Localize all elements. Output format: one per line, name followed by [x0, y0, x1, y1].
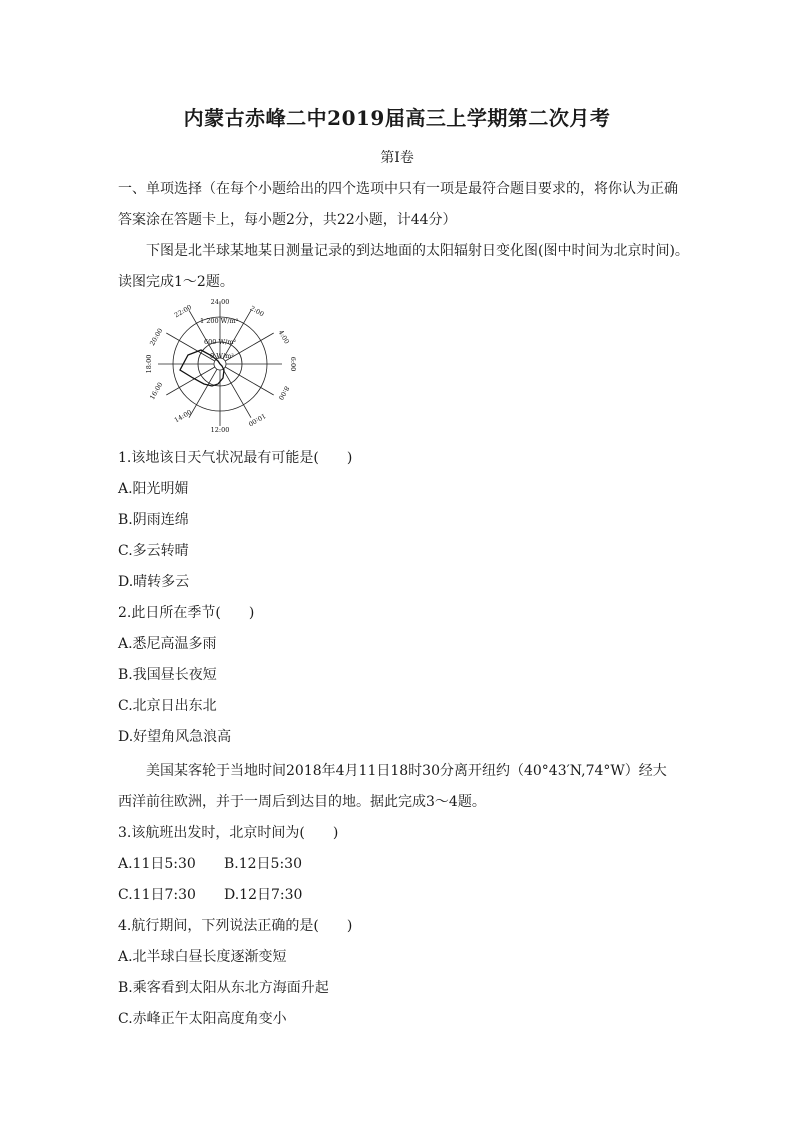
time-label-20: 20:00 [148, 326, 165, 348]
passage-2-line-2: 西洋前往欧洲，并于一周后到达目的地。据此完成3～4题。 [118, 794, 486, 810]
question-3-option-d: D.12日7:30 [224, 887, 303, 903]
time-label-12: 12:00 [210, 426, 230, 434]
question-2-option-d: D.好望角风急浪高 [118, 729, 232, 745]
question-1-option-a: A.阳光明媚 [118, 481, 189, 497]
question-4-option-c: C.赤峰正午太阳高度角变小 [118, 1011, 287, 1027]
passage-1-line-1: 下图是北半球某地某日测量记录的到达地面的太阳辐射日变化图(图中时间为北京时间)。 [146, 243, 689, 259]
time-label-18: 18:00 [145, 354, 153, 374]
question-4-stem: 4.航行期间，下列说法正确的是( ) [118, 918, 353, 934]
time-label-14: 14:00 [172, 408, 194, 425]
ring-label-600: 600 W/m² [204, 338, 237, 346]
time-label-2: 2:00 [248, 304, 266, 319]
passage-1-line-2: 读图完成1～2题。 [118, 274, 234, 290]
time-label-22: 22:00 [172, 303, 194, 320]
time-label-10: 10:00 [246, 411, 268, 428]
question-2-stem: 2.此日所在季节( ) [118, 605, 255, 621]
question-1-option-b: B.阴雨连绵 [118, 512, 189, 528]
question-1-option-c: C.多云转晴 [118, 543, 189, 559]
time-label-24: 24:00 [210, 298, 230, 306]
section-instructions-line-2: 答案涂在答题卡上，每小题2分，共22小题，计44分） [118, 212, 457, 228]
exam-title: 内蒙古赤峰二中2019届高三上学期第二次月考 [183, 106, 611, 130]
time-label-6: 6:00 [289, 356, 297, 372]
time-label-4: 4:00 [276, 328, 291, 346]
volume-label: 第I卷 [380, 150, 414, 166]
question-3-option-c: C.11日7:30 [118, 887, 196, 903]
question-1-option-d: D.晴转多云 [118, 574, 190, 590]
question-2-option-c: C.北京日出东北 [118, 698, 217, 714]
question-4-option-b: B.乘客看到太阳从东北方海面升起 [118, 980, 329, 996]
question-3-option-a: A.11日5:30 [118, 856, 196, 872]
question-2-option-a: A.悉尼高温多雨 [118, 636, 217, 652]
question-3-stem: 3.该航班出发时，北京时间为( ) [118, 825, 339, 841]
question-3-option-b: B.12日5:30 [224, 856, 302, 872]
question-4-option-a: A.北半球白昼长度逐渐变短 [118, 949, 287, 965]
question-2-option-b: B.我国昼长夜短 [118, 667, 217, 683]
solar-radiation-polar-figure [138, 292, 298, 442]
time-label-16: 16:00 [148, 380, 165, 402]
passage-2-line-1: 美国某客轮于当地时间2018年4月11日18时30分离开纽约（40°43′N,74°W）经大 [146, 763, 667, 779]
question-1-stem: 1.该地该日天气状况最有可能是( ) [118, 450, 353, 466]
ring-label-1200: 1 200 W/m² [200, 317, 239, 325]
ring-label-0: 0 W/m² [210, 352, 234, 360]
section-instructions-line-1: 一、单项选择（在每个小题给出的四个选项中只有一项是最符合题目要求的，将你认为正确 [118, 181, 678, 197]
time-label-8: 8:00 [276, 384, 291, 402]
